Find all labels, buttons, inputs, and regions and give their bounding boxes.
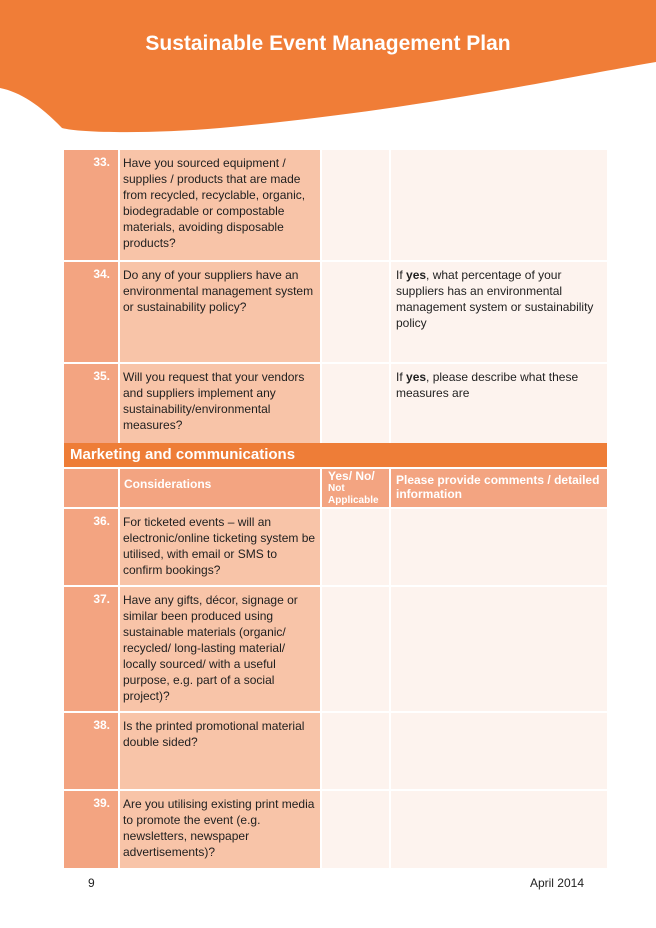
question-number: 37. bbox=[64, 587, 118, 711]
header-number-cell bbox=[64, 469, 118, 507]
header-banner bbox=[0, 0, 656, 140]
table-row bbox=[64, 364, 607, 443]
question-text: Do any of your suppliers have an environmental management system or sustainability policy? bbox=[120, 262, 320, 362]
table-row bbox=[64, 262, 607, 362]
question-text: Have you sourced equipment / supplies / products that are made from recycled, recyclable, organic, biodegradable or compostable materials, avoiding disposable products? bbox=[120, 150, 320, 260]
table-row bbox=[64, 587, 607, 711]
table-row bbox=[64, 150, 607, 260]
question-text: Will you request that your vendors and suppliers implement any sustainability/environmental measures? bbox=[120, 364, 320, 443]
comment-prefix: If bbox=[396, 370, 407, 384]
question-number: 36. bbox=[64, 509, 118, 585]
comment-text: , please describe what these measures are bbox=[396, 370, 579, 400]
page-title: Sustainable Event Management Plan bbox=[145, 32, 511, 55]
yes-no-answer-cell[interactable] bbox=[322, 791, 389, 868]
yes-no-answer-cell[interactable] bbox=[322, 587, 389, 711]
section-heading: Marketing and communications bbox=[64, 443, 607, 467]
comment-bold: yes bbox=[406, 268, 427, 282]
comments-cell[interactable] bbox=[391, 713, 607, 789]
comments-cell[interactable] bbox=[391, 262, 607, 362]
page-number: 9 bbox=[88, 876, 95, 890]
question-number: 39. bbox=[64, 791, 118, 868]
question-text: Are you utilising existing print media to promote the event (e.g. newsletters, newspaper advertisements)? bbox=[120, 791, 320, 868]
plan-table-bottom bbox=[64, 469, 607, 869]
yes-no-answer-cell[interactable] bbox=[322, 150, 389, 260]
footer-date: April 2014 bbox=[529, 876, 584, 890]
question-number: 38. bbox=[64, 713, 118, 789]
header-considerations: Considerations bbox=[120, 469, 320, 507]
question-number: 33. bbox=[64, 150, 118, 260]
comments-cell[interactable] bbox=[391, 150, 607, 260]
question-text: For ticketed events – will an electronic/online ticketing system be utilised, with email or SMS to confirm bookings? bbox=[120, 509, 320, 585]
question-number: 34. bbox=[64, 262, 118, 362]
header-yes-no-line2: Not Applicable bbox=[328, 483, 379, 506]
yes-no-answer-cell[interactable] bbox=[322, 262, 389, 362]
header-yes-no bbox=[322, 469, 389, 507]
plan-table-top bbox=[64, 150, 607, 443]
comments-cell[interactable] bbox=[391, 791, 607, 868]
comment-bold: yes bbox=[406, 370, 427, 384]
header-yes-no-line1: Yes/ No/ bbox=[328, 469, 375, 483]
table-header-row bbox=[64, 469, 607, 507]
comments-cell[interactable] bbox=[391, 587, 607, 711]
comments-cell[interactable] bbox=[391, 509, 607, 585]
header-comments: Please provide comments / detailed information bbox=[391, 469, 607, 507]
comments-cell[interactable] bbox=[391, 364, 607, 443]
yes-no-answer-cell[interactable] bbox=[322, 713, 389, 789]
table-row bbox=[64, 509, 607, 585]
comment-prefix: If bbox=[396, 268, 407, 282]
yes-no-answer-cell[interactable] bbox=[322, 509, 389, 585]
question-text: Is the printed promotional material double sided? bbox=[120, 713, 320, 789]
yes-no-answer-cell[interactable] bbox=[322, 364, 389, 443]
question-number: 35. bbox=[64, 364, 118, 443]
comment-text: , what percentage of your suppliers has an environmental management system or sustainability policy bbox=[396, 268, 594, 330]
table-row bbox=[64, 791, 607, 868]
table-row bbox=[64, 713, 607, 789]
question-text: Have any gifts, décor, signage or similar been produced using sustainable materials (organic/ recycled/ long-lasting material/ locally sourced/ with a useful purpose, e.g. part of a social project)? bbox=[120, 587, 320, 711]
